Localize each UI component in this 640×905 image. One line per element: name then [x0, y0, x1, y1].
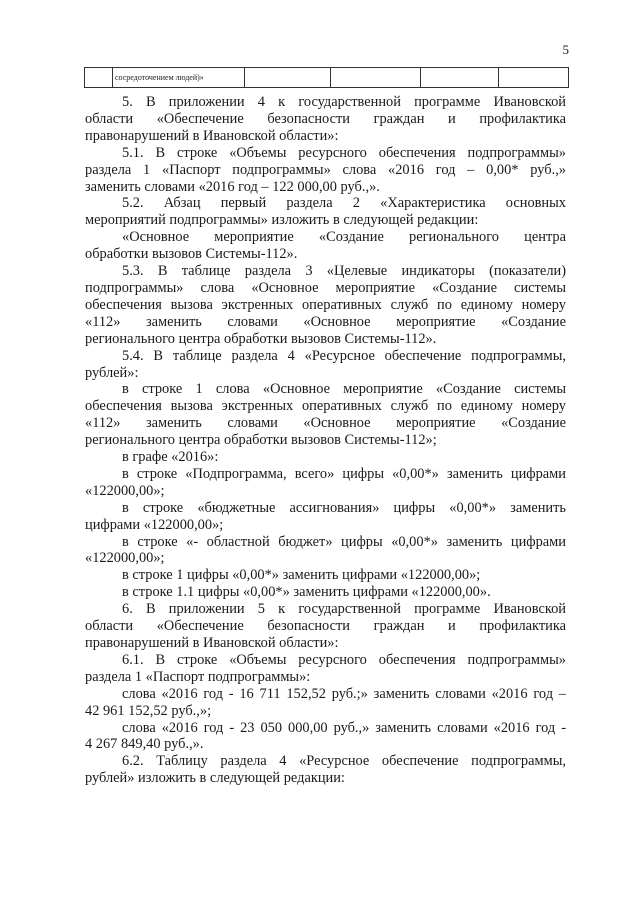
- document-body: [85, 94, 566, 787]
- text-line: слова «2016 год - 23 050 000,00 руб.,» заменить словами «2016 год -: [122, 719, 566, 736]
- text-line: в строке «Подпрограмма, всего» цифры «0,00*» заменить цифрами: [122, 465, 566, 482]
- text-line: 6. В приложении 5 к государственной программе Ивановской: [122, 601, 566, 618]
- text-line: раздела 1 «Паспорт подпрограммы» слова «2016 год – 0,00* руб.,»: [85, 161, 566, 178]
- table-cell: [331, 68, 421, 88]
- text-line: цифрами «122000,00»;: [85, 516, 224, 533]
- table-cell: [421, 68, 499, 88]
- text-line: 5. В приложении 4 к государственной программе Ивановской: [122, 94, 566, 110]
- text-line: «112» заменить словами «Основное мероприятие «Создание: [85, 415, 566, 432]
- text-line: в графе «2016»:: [122, 449, 219, 466]
- text-line: регионального центра обработки вызовов Системы-112»;: [85, 432, 437, 449]
- text-line: 6.1. В строке «Объемы ресурсного обеспечения подпрограммы»: [122, 651, 566, 668]
- text-line: рублей» изложить в следующей редакции:: [85, 770, 345, 787]
- text-line: правонарушений в Ивановской области»:: [85, 635, 339, 651]
- table-cell: [245, 68, 331, 88]
- text-line: 4 267 849,40 руб.,».: [85, 736, 204, 753]
- text-line: в строке 1.1 цифры «0,00*» заменить цифрами «122000,00».: [122, 584, 491, 601]
- text-line: правонарушений в Ивановской области»:: [85, 127, 339, 144]
- table-row: [85, 68, 569, 88]
- text-line: 6.2. Таблицу раздела 4 «Ресурсное обеспечение подпрограммы,: [122, 753, 566, 770]
- text-line: «122000,00»;: [85, 482, 165, 499]
- text-line: «Основное мероприятие «Создание регионального центра: [122, 229, 566, 246]
- text-line: 5.3. В таблице раздела 3 «Целевые индикаторы (показатели): [122, 263, 566, 280]
- text-line: 42 961 152,52 руб.,»;: [85, 702, 212, 719]
- text-line: в строке «- областной бюджет» цифры «0,00*» заменить цифрами: [122, 533, 566, 550]
- continuation-table: [84, 67, 569, 88]
- text-line: в строке 1 цифры «0,00*» заменить цифрами «122000,00»;: [122, 567, 481, 584]
- text-line: области «Обеспечение безопасности граждан и профилактика: [85, 110, 566, 127]
- table-cell: [499, 68, 569, 88]
- text-line: 5.2. Абзац первый раздела 2 «Характеристика основных: [122, 195, 566, 212]
- text-line: регионального центра обработки вызовов Системы-112».: [85, 330, 437, 347]
- text-line: обеспечения вызова экстренных оперативных служб по единому номеру: [85, 296, 566, 313]
- text-line: слова «2016 год - 16 711 152,52 руб.;» заменить словами «2016 год –: [122, 685, 566, 702]
- text-line: 5.1. В строке «Объемы ресурсного обеспечения подпрограммы»: [122, 144, 566, 161]
- page-number: 5: [562, 42, 569, 57]
- table-cell: сосредоточением людей)»: [113, 68, 245, 88]
- text-line: в строке «бюджетные ассигнования» цифры «0,00*» заменить: [122, 499, 566, 516]
- text-line: области «Обеспечение безопасности граждан и профилактика: [85, 618, 566, 635]
- text-line: обработки вызовов Системы-112».: [85, 246, 298, 263]
- text-line: заменить словами «2016 год – 122 000,00 руб.,».: [85, 178, 380, 195]
- table-cell: [85, 68, 113, 88]
- text-line: в строке 1 слова «Основное мероприятие «Создание системы: [122, 381, 566, 398]
- text-line: подпрограммы» слова «Основное мероприятие «Создание системы: [85, 279, 566, 296]
- text-line: 5.4. В таблице раздела 4 «Ресурсное обеспечение подпрограммы,: [122, 347, 566, 364]
- text-line: «122000,00»;: [85, 550, 165, 567]
- text-line: обеспечения вызова экстренных оперативных служб по единому номеру: [85, 398, 566, 415]
- text-line: рублей»:: [85, 364, 139, 381]
- text-line: раздела 1 «Паспорт подпрограммы»:: [85, 668, 311, 685]
- text-line: «112» заменить словами «Основное мероприятие «Создание: [85, 313, 566, 330]
- text-line: мероприятий подпрограммы» изложить в следующей редакции:: [85, 212, 479, 229]
